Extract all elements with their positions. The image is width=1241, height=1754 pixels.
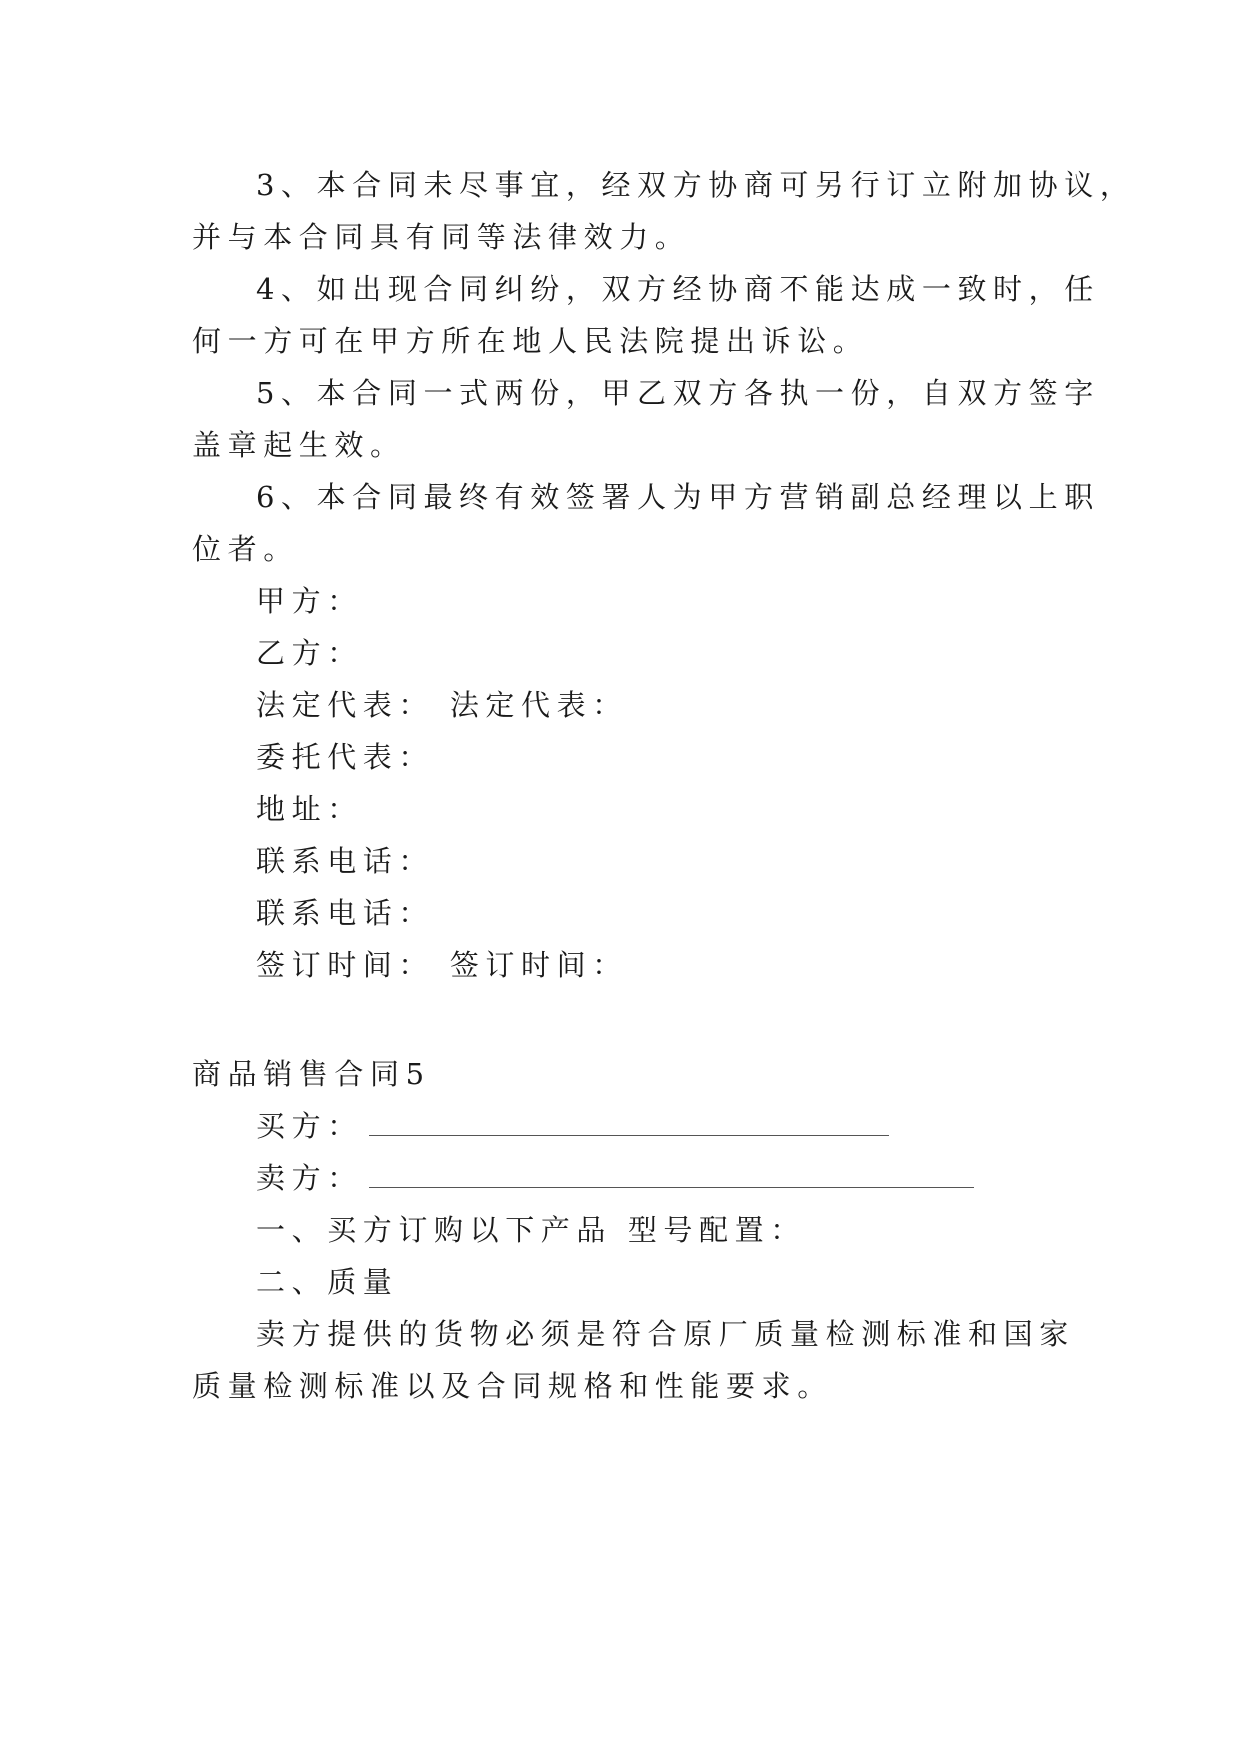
clause-4-line-2: 何一方可在甲方所在地人民法院提出诉讼。	[192, 324, 869, 358]
party-b-label: 乙方：	[256, 636, 363, 670]
phone-line-2: 联系电话：	[256, 896, 435, 930]
party-a-label: 甲方：	[256, 584, 363, 618]
section-1-heading: 一、买方订购以下产品 型号配置：	[256, 1213, 806, 1247]
seller-line	[256, 1158, 974, 1198]
buyer-label: 买方：	[256, 1109, 363, 1143]
seller-blank	[369, 1165, 974, 1188]
buyer-line	[256, 1106, 889, 1146]
clause-5-line-1: 5、本合同一式两份，甲乙双方各执一份，自双方签字	[256, 376, 1100, 410]
clause-6-line-1: 6、本合同最终有效签署人为甲方营销副总经理以上职	[256, 480, 1100, 514]
address-line: 地址：	[256, 792, 363, 826]
section-2-heading: 二、质量	[256, 1265, 399, 1299]
legal-representative-line: 法定代表： 法定代表：	[256, 688, 628, 722]
phone-line-1: 联系电话：	[256, 844, 435, 878]
clause-3-line-1: 3、本合同未尽事宜，经双方协商可另行订立附加协议，	[256, 168, 1136, 202]
quality-paragraph-line-1: 卖方提供的货物必须是符合原厂质量检测标准和国家	[256, 1317, 1075, 1351]
authorized-representative-line: 委托代表：	[256, 740, 435, 774]
clause-3-line-2: 并与本合同具有同等法律效力。	[192, 220, 691, 254]
signing-date-line: 签订时间： 签订时间：	[256, 948, 628, 982]
quality-paragraph-line-2: 质量检测标准以及合同规格和性能要求。	[192, 1369, 833, 1403]
buyer-blank	[369, 1113, 889, 1136]
seller-label: 卖方：	[256, 1161, 363, 1195]
clause-6-line-2: 位者。	[192, 532, 299, 566]
clause-4-line-1: 4、如出现合同纠纷，双方经协商不能达成一致时，任	[256, 272, 1100, 306]
clause-5-line-2: 盖章起生效。	[192, 428, 406, 462]
contract-5-title: 商品销售合同5	[192, 1057, 431, 1091]
